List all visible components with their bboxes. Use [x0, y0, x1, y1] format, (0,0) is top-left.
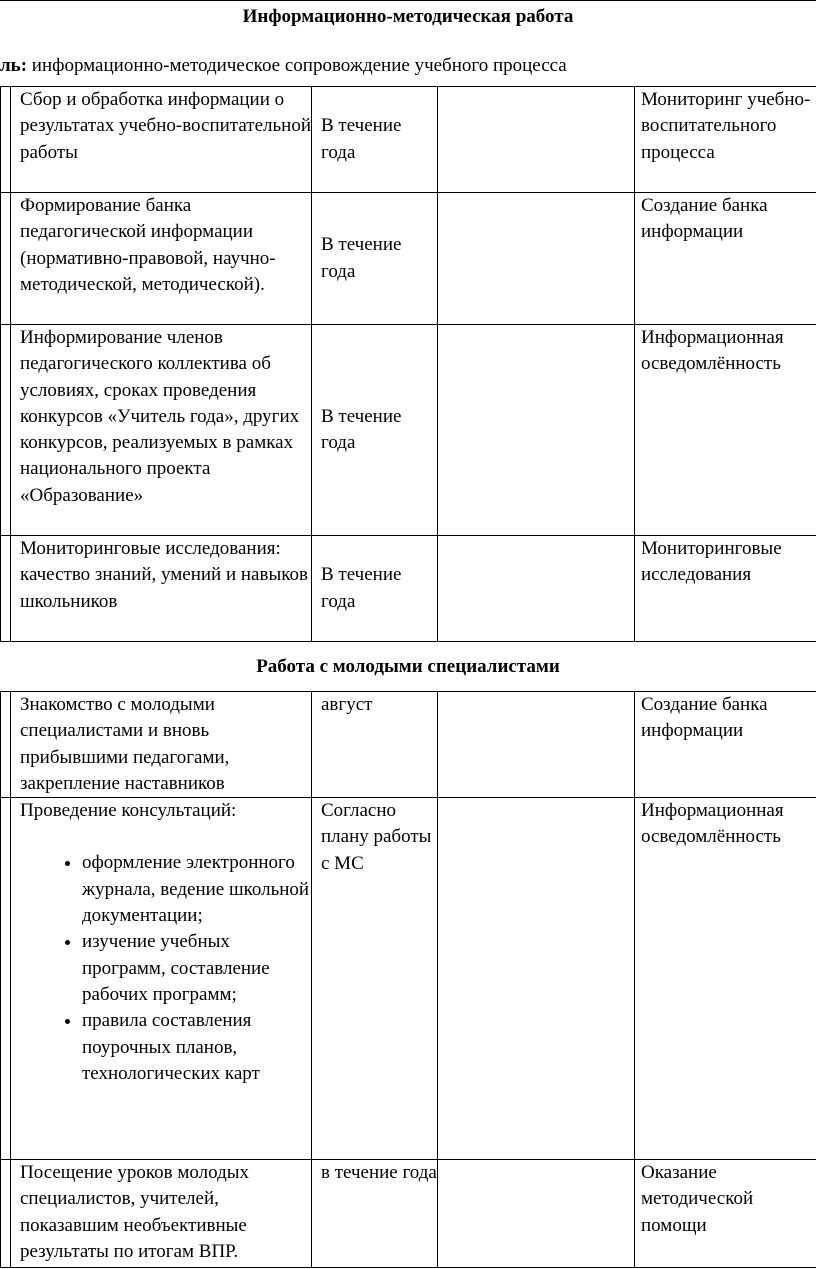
table-row [1, 193, 816, 325]
list-item: • оформление электронного журнала, ведение школьной документации; [82, 850, 311, 929]
responsible-cell [438, 193, 635, 325]
table-row [1, 536, 816, 642]
activity-cell: Информирование членов педагогического коллектива об условиях, сроках проведения конкурсов «Учитель года», других конкурсов, реализуемых в рамках национального проекта «Образование» [11, 325, 312, 536]
term-cell: В течение года [312, 536, 438, 642]
term-cell: в течение года [312, 1160, 438, 1268]
list-item: • изучение учебных программ, составление рабочих программ; [82, 929, 311, 1008]
activity-cell: Формирование банка педагогической информации (нормативно-правовой, научно-методической, методической). [11, 193, 312, 325]
top-border-line [0, 0, 816, 1]
result-cell: Создание банка информации [635, 193, 816, 325]
activity-cell: Мониторинговые исследования: качество знаний, умений и навыков школьников [11, 536, 312, 642]
number-cell [1, 536, 11, 642]
number-cell [1, 193, 11, 325]
result-cell: Информационная осведомлённость [635, 798, 816, 1160]
term-cell: В течение года [312, 193, 438, 325]
activity-cell [11, 798, 312, 1160]
methodical-work-table [0, 86, 816, 642]
activity-cell: Сбор и обработка информации о результатах учебно-воспитательной работы [11, 87, 312, 193]
term-cell: август [312, 692, 438, 798]
table-row [1, 325, 816, 536]
responsible-cell [438, 325, 635, 536]
result-cell: Информационная осведомлённость [635, 325, 816, 536]
young-specialists-table [0, 691, 816, 1268]
term-cell: В течение года [312, 325, 438, 536]
goal-line [0, 53, 816, 79]
term-cell: Согласно плану работы с МС [312, 798, 438, 1160]
table-row [1, 87, 816, 193]
responsible-cell [438, 1160, 635, 1268]
responsible-cell [438, 87, 635, 193]
goal-label: ль: [0, 55, 28, 76]
responsible-cell [438, 692, 635, 798]
responsible-cell [438, 536, 635, 642]
result-cell: Мониторинг учебно-воспитательного процесса [635, 87, 816, 193]
result-cell: Мониторинговые исследования [635, 536, 816, 642]
list-item: • правила составления поурочных планов, технологических карт [82, 1008, 311, 1087]
table-row [1, 798, 816, 1160]
number-cell [1, 798, 11, 1160]
result-cell: Создание банка информации [635, 692, 816, 798]
number-cell [1, 692, 11, 798]
consultations-heading: Проведение консультаций: [20, 800, 237, 822]
activity-cell: Посещение уроков молодых специалистов, учителей, показавшим необъективные результаты по итогам ВПР. [11, 1160, 312, 1268]
table-row [1, 1160, 816, 1268]
number-cell [1, 325, 11, 536]
number-cell [1, 1160, 11, 1268]
consultations-list [20, 850, 311, 1087]
number-cell [1, 87, 11, 193]
result-cell: Оказание методической помощи [635, 1160, 816, 1268]
term-cell: В течение года [312, 87, 438, 193]
table-row [1, 692, 816, 798]
section-title-young-specialists: Работа с молодыми специалистами [256, 656, 560, 677]
activity-cell: Знакомство с молодыми специалистами и вновь прибывшими педагогами, закрепление наставников [11, 692, 312, 798]
responsible-cell [438, 798, 635, 1160]
goal-text: информационно-методическое сопровождение учебного процесса [27, 55, 567, 76]
section-title-methodical-work: Информационно-методическая работа [242, 6, 574, 27]
